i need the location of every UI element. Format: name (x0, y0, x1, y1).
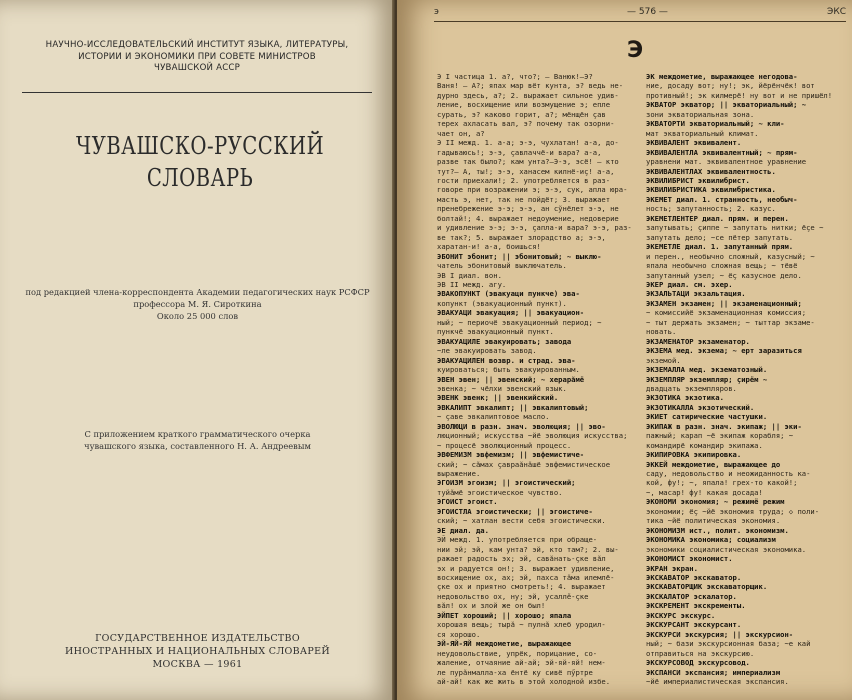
dictionary-entry-headline: ЭКЗОТИКАЛЛА экзотический. (646, 402, 755, 412)
dictionary-entry-headline: ЭКСКРЕМЕНТ экскременты. (646, 601, 746, 611)
dictionary-entry-line: ~ ҫаве эвкалиптовое масло. (437, 412, 550, 422)
dictionary-entry-headline: ЭКЕР диал. см. эхер. (646, 279, 733, 289)
dictionary-entry-line: тут?— А, ты!; э-э, ханасем килнё-иҫ! а-а, (437, 166, 615, 176)
dictionary-entry-line: отправиться на экскурсию. (646, 648, 755, 658)
dictionary-entry-line: ражает радость эх; эй, савӑнать-ҫке вӑл (437, 554, 606, 564)
dictionary-entry-headline: ЭКЗАМЕНАТОР экзаменатор. (646, 336, 750, 346)
dictionary-entry-line: запутывать; ҫиппе ~ запутать нитки; ёҫе ~ (646, 223, 824, 233)
dictionary-entry-line: нии эй; эй, кам унта? эй, кто там?; 2. вы- (437, 544, 619, 554)
dictionary-entry-headline: ЭК междометие, выражающее негодова- (646, 72, 798, 81)
dictionary-entry-headline: ЭКСКУРСАНТ экскурсант. (646, 620, 742, 630)
dictionary-entry-headline: ЭКОНОМИ экономия; ~ режимё режим (646, 497, 785, 507)
institute-line: НАУЧНО-ИССЛЕДОВАТЕЛЬСКИЙ ИНСТИТУТ ЯЗЫКА, ЛИТЕРАТУРЫ, (45, 40, 349, 50)
dictionary-entry-headline: ЭКВИЛИБРИСТИКА эквилибристика. (646, 185, 776, 195)
dictionary-entry-line: ский; ~ хатлан вести себя эгоистически. (437, 516, 606, 526)
dictionary-entry-line: неудовольствие, упрёк, порицание, со- (437, 648, 598, 658)
dictionary-entry-line: ский; ~ сӑмах ҫавраӑнӑшё эвфемистическое (437, 459, 611, 469)
institute-line: ИСТОРИИ И ЭКОНОМИКИ ПРИ СОВЕТЕ МИНИСТРОВ (78, 51, 316, 62)
institute-heading (22, 40, 372, 75)
dictionary-entry-line: туйӑмё эгоистическое чувство. (437, 487, 563, 497)
dictionary-entry-headline: ЭКРАН экран. (646, 563, 698, 573)
dictionary-entry-headline: ЭВКАЛИПТ эвкалипт; || эвкалиптовый; (437, 402, 589, 412)
dictionary-entry-headline: ЭКВАТОР экватор; || экваториальный; ~ (646, 100, 807, 110)
dictionary-entry-line: ние, досаду вот; ну!; эк, йёрёнчёк! вот (646, 81, 815, 91)
dictionary-entry-headline: ЭКСКУРС экскурс. (646, 610, 716, 620)
dictionary-entry-line: ле пурӑнмалла-ха ёнтё ку сивё пӳртре (437, 667, 593, 677)
dictionary-entry-headline: ЭГОИСТЛА эгоистически; || эгоистиче- (437, 506, 593, 516)
dictionary-entry-line: чает он, а? (437, 128, 485, 138)
dictionary-entry-line: япала необычно сложная вещь; ~ тёвё (646, 261, 798, 271)
dictionary-entry-line: ление, восхищение или возмущение э; епле (437, 100, 611, 110)
dictionary-entry-line: экземой. (646, 355, 681, 365)
dictionary-entry-headline: ЭВЕН эвен; || эвенский; ~ херарӑмё (437, 374, 585, 384)
dictionary-column-right (646, 72, 848, 686)
dictionary-entry-headline: ЭВАКОПУНКТ (эвакуаци пункче) эва- (437, 289, 580, 299)
dictionary-entry-line: сурать, э? каково горит, а?; мёнщён ҫав (437, 109, 606, 119)
dictionary-entry-line: пажный; карап ~ё экипаж корабля; ~ (646, 431, 794, 441)
dictionary-entry-headline: ЭГОИЗМ эгоизм; || эгоистический; (437, 478, 576, 488)
dictionary-entry-line: зони экваториальная зона. (646, 109, 755, 119)
publisher-imprint (20, 632, 375, 671)
dictionary-entry-line: ~ процесё эволюционный процесс. (437, 440, 572, 450)
dictionary-entry-headline: ЭВЕНК эвенк; || эвенкийский. (437, 393, 559, 403)
publisher-city-year: МОСКВА — 1961 (152, 659, 243, 670)
dictionary-page (397, 0, 852, 700)
dictionary-entry-headline: ЭЙПЕТ хороший; || хорошо; япала (437, 610, 572, 620)
dictionary-entry-line: выражение. (437, 469, 481, 479)
dictionary-entry-line: пункчё эвакуационный пункт. (437, 327, 554, 337)
book-title (69, 130, 331, 194)
editor-info (20, 286, 375, 322)
dictionary-entry-headline: ЭКСКАВАТОР экскаватор. (646, 573, 742, 583)
heading-rule (22, 92, 372, 93)
dictionary-entry-line: Ваня! — А?; япах мар вёт кунта, э? ведь не- (437, 81, 624, 91)
dictionary-entry-line: куироваться; быть эвакуированным. (437, 365, 580, 375)
dictionary-entry-headline: ЭКИПИРОВКА экипировка. (646, 450, 742, 460)
dictionary-entry-line: ҫке ох и приятно смотреть!; 4. выражает (437, 582, 606, 592)
dictionary-entry-headline: ЭВАКУАЦИ эвакуация; || эвакуацион- (437, 308, 585, 318)
dictionary-entry-headline: ЭКЗЕМА мед. экзема; ~ ерт заразиться (646, 346, 802, 356)
dictionary-entry-line: и перен., необычно сложный, казусный; ~ (646, 251, 815, 261)
dictionary-entry-headline: ЭКВИВАЛЕНТЛАХ эквивалентность. (646, 166, 776, 176)
publisher-line: ГОСУДАРСТВЕННОЕ ИЗДАТЕЛЬСТВО (95, 633, 300, 644)
institute-line: ЧУВАШСКОЙ АССР (154, 63, 240, 73)
dictionary-entry-line: ~йё империалистическая экспансия. (646, 677, 789, 686)
dictionary-entry-line: уравнени мат. эквивалентное уравнение (646, 157, 807, 167)
dictionary-entry-line: экономии; ёҫ ~йё экономия труда; ◇ поли- (646, 506, 820, 516)
dictionary-entry-headline: ЭВАКУАЦИЛЕ эвакуировать; завода (437, 336, 572, 346)
dictionary-entry-line: жаление, отчаяние ай-ай; эй-яй-яй! нем- (437, 658, 606, 668)
dictionary-entry-headline: ЭКИПАЖ в разн. знач. экипаж; || эки- (646, 421, 802, 431)
dictionary-entry-headline: ЭКЕМЕТ диал. 1. странность, необыч- (646, 194, 798, 204)
running-header (397, 7, 852, 21)
dictionary-entry-line: эх и радуется он!; 3. выражает удивление, (437, 563, 615, 573)
appendix-note (20, 428, 375, 452)
dictionary-entry-headline: ЭЙ-ЯЙ-ЯЙ междометие, выражающее (437, 639, 572, 649)
section-letter: Э (627, 38, 644, 63)
dictionary-entry-line: харатан-и! а-а, боишься! (437, 242, 541, 252)
dictionary-entry-line: ЭВ I диал. вон. (437, 270, 502, 280)
dictionary-entry-headline: ЭКЗОТИКА экзотика. (646, 393, 724, 403)
dictionary-entry-line: говоре при возражении э; э-э, сук, апла юра- (437, 185, 628, 195)
dictionary-entry-headline: ЭКСКАЛАТОР эскалатор. (646, 591, 737, 601)
dictionary-entry-line: ~ле эвакуировать завод. (437, 346, 537, 356)
dictionary-entry-headline: ЭКСПАНСИ экспансия; империализм (646, 667, 781, 677)
dictionary-entry-line: ЭВ II межд. агу. (437, 279, 507, 289)
dictionary-entry-line: Э II межд. 1. а-а; э-э, чухлатан! а-а, до- (437, 138, 619, 148)
dictionary-entry-line: ЭЙ межд. 1. употребляется при обраще- (437, 535, 598, 545)
dictionary-entry-line: эвенка; ~ чёлхи эвенский язык. (437, 383, 567, 393)
dictionary-entry-headline: ЭКСКУРСОВОД экскурсовод. (646, 658, 750, 668)
dictionary-entry-line: новать. (646, 327, 677, 337)
dictionary-entry-line: кой, фу!; ~, япала! грех-то какой!; (646, 478, 798, 488)
dictionary-entry-headline: ЭКВИВАЛЕНТ эквивалент. (646, 138, 742, 148)
appendix-line: чувашского языка, составленного Н. А. Андреевым (84, 441, 311, 451)
dictionary-entry-line: хорошая вещь; тырӑ ~ пулнӑ хлеб уродил- (437, 620, 606, 630)
editor-line: профессора М. Я. Сироткина (133, 299, 262, 309)
dictionary-entry-line: ай-ай! как же жить в этой холодной избе. (437, 677, 611, 686)
publisher-line: ИНОСТРАННЫХ И НАЦИОНАЛЬНЫХ СЛОВАРЕЙ (65, 646, 330, 657)
dictionary-entry-line: болтай!; 4. выражает недоумение, недоверие (437, 213, 619, 223)
dictionary-entry-headline: ЭБОНИТ эбонит; || эбонитовый; ~ выклю- (437, 251, 602, 261)
dictionary-entry-headline: ЭКВАТОРТИ экваториальный; ~ кли- (646, 119, 785, 129)
dictionary-entry-line: разве так было?; кам унта?—Э-э, эсё! — кто (437, 157, 619, 167)
dictionary-entry-headline: ЭКСКАВАТОРЩИК экскаваторщик. (646, 582, 768, 592)
dictionary-entry-line: и удивление э-э; э-э, ҫапла-и вара? э-э, раз- (437, 223, 632, 233)
dictionary-entry-headline: ЭКЕМЕТЛЕ диал. 1. запутанный прям. (646, 242, 794, 252)
dictionary-entry-headline: ЭКЗЕМАЛЛА мед. экзематозный. (646, 365, 768, 375)
dictionary-entry-headline: ЭЕ диал. да. (437, 525, 489, 535)
dictionary-entry-line: дурно здесь, а?; 2. выражает сильное удив- (437, 90, 619, 100)
dictionary-entry-headline: ЭВОЛЮЦИ в разн. знач. эволюция; || эво- (437, 421, 606, 431)
dictionary-entry-line: ~, масар! фу! какая досада! (646, 487, 763, 497)
dictionary-entry-headline: ЭГОИСТ эгоист. (437, 497, 498, 507)
dictionary-entry-line: экономики социалистическая экономика. (646, 544, 807, 554)
dictionary-entry-line: масть э, нет, так не пойдёт; 3. выражает (437, 194, 611, 204)
dictionary-entry-headline: ЭКЗАЛЬТАЦИ экзальтация. (646, 289, 746, 299)
dictionary-entry-headline: ЭВФЕМИЗМ эвфемизм; || эвфемистиче- (437, 450, 585, 460)
dictionary-entry-line: люционный; искусства ~йё эволюция искусства; (437, 431, 628, 441)
dictionary-entry-line: ся хорошо. (437, 629, 481, 639)
dictionary-entry-line: мат экваториальный климат. (646, 128, 759, 138)
dictionary-entry-line: ность; запутанность; 2. казус. (646, 204, 776, 214)
dictionary-entry-line: саду, недовольство и неожиданность ка- (646, 469, 811, 479)
appendix-line: С приложением краткого грамматического очерка (84, 429, 311, 439)
dictionary-entry-headline: ЭККЕЙ междометие, выражающее до (646, 459, 781, 469)
dictionary-entry-line: недовольство ох, ну; эй, усаллӗ-ҫке (437, 591, 589, 601)
dictionary-entry-line: ~ комиссийё экзаменационная комиссия; (646, 308, 807, 318)
header-catchword: ЭКС (827, 7, 846, 17)
title-line: СЛОВАРЬ (146, 164, 254, 192)
dictionary-entry-headline: ЭКОНОМИКА экономика; социализм (646, 535, 776, 545)
dictionary-entry-line: гадываюсь!; э-э, ҫавлаччё-и вара? а-а, (437, 147, 602, 157)
dictionary-entry-headline: ЭКСКУРСИ экскурсия; || экскурсион- (646, 629, 794, 639)
editor-line: под редакцией члена-корреспондента Академии педагогических наук РСФСР (25, 287, 370, 297)
header-left-letter: э (434, 7, 439, 17)
dictionary-entry-line: пренебрежение э-э; э-э, ан сўнёлет э-э, не (437, 204, 619, 214)
dictionary-entry-headline: ЭКОНОМИСТ экономист. (646, 554, 733, 564)
dictionary-entry-line: запутать дело; ~се пётер запутать. (646, 232, 794, 242)
dictionary-entry-line: Э I частица 1. а?, что?; — Ванюк!—Э? (437, 72, 593, 81)
dictionary-entry-line: чатель эбонитовый выключатель. (437, 261, 567, 271)
header-rule (434, 21, 846, 22)
dictionary-entry-line: вӑл! ох и злой же он был! (437, 601, 546, 611)
dictionary-entry-line: ве так?; 5. выражает злорадство а; э-э, (437, 232, 606, 242)
dictionary-entry-line: двадцать экземпляров. (646, 383, 737, 393)
dictionary-entry-headline: ЭКОНОМИЗМ ист., полит. экономизм. (646, 525, 789, 535)
dictionary-entry-line: противный!; эк килмерё! ну вот и не пришёл! (646, 90, 833, 100)
dictionary-entry-headline: ЭКВИВАЛЕНТЛА эквивалентный; ~ прям- (646, 147, 798, 157)
dictionary-entry-line: ный; ~ бази экскурсионная база; ~е кай (646, 639, 811, 649)
dictionary-entry-headline: ЭКИЕТ сатирические частушки. (646, 412, 768, 422)
dictionary-column-left (437, 72, 637, 686)
dictionary-entry-headline: ЭКВИЛИБРИСТ эквилибрист. (646, 175, 750, 185)
dictionary-entry-line: командирё командир экипажа. (646, 440, 763, 450)
dictionary-entry-headline: ЭКЕМЕТЛЕНТЕР диал. прям. и перен. (646, 213, 789, 223)
dictionary-entry-line: ный; ~ периочё эвакуационный период; ~ (437, 317, 602, 327)
title-page (0, 0, 395, 700)
title-line: ЧУВАШСКО-РУССКИЙ (75, 132, 325, 160)
dictionary-entry-line: терех ахласать вал, э? почему так озорни- (437, 119, 615, 129)
word-count: Около 25 000 слов (156, 311, 239, 321)
dictionary-entry-line: копункт (эвакуационный пункт). (437, 298, 567, 308)
dictionary-entry-headline: ЭКЗАМЕН экзамен; || экзаменационный; (646, 298, 802, 308)
dictionary-entry-line: тика ~йё политическая экономия. (646, 516, 781, 526)
dictionary-entry-line: гости приехали!; 2. употребляется в раз- (437, 175, 611, 185)
dictionary-entry-line: восхищение ох, ах; эй, пахса тӑма илемлё- (437, 573, 615, 583)
dictionary-entry-line: ~ тыт держать экзамен; ~ тыттар экзаме- (646, 317, 815, 327)
dictionary-entry-line: запутанный узел; ~ ёҫ казусное дело. (646, 270, 802, 280)
dictionary-entry-headline: ЭКЗЕМПЛЯР экземпляр; ҫирём ~ (646, 374, 768, 384)
page-number: — 576 — (627, 7, 668, 17)
dictionary-entry-headline: ЭВАКУАЦИЛЕН возвр. и страд. эва- (437, 355, 576, 365)
